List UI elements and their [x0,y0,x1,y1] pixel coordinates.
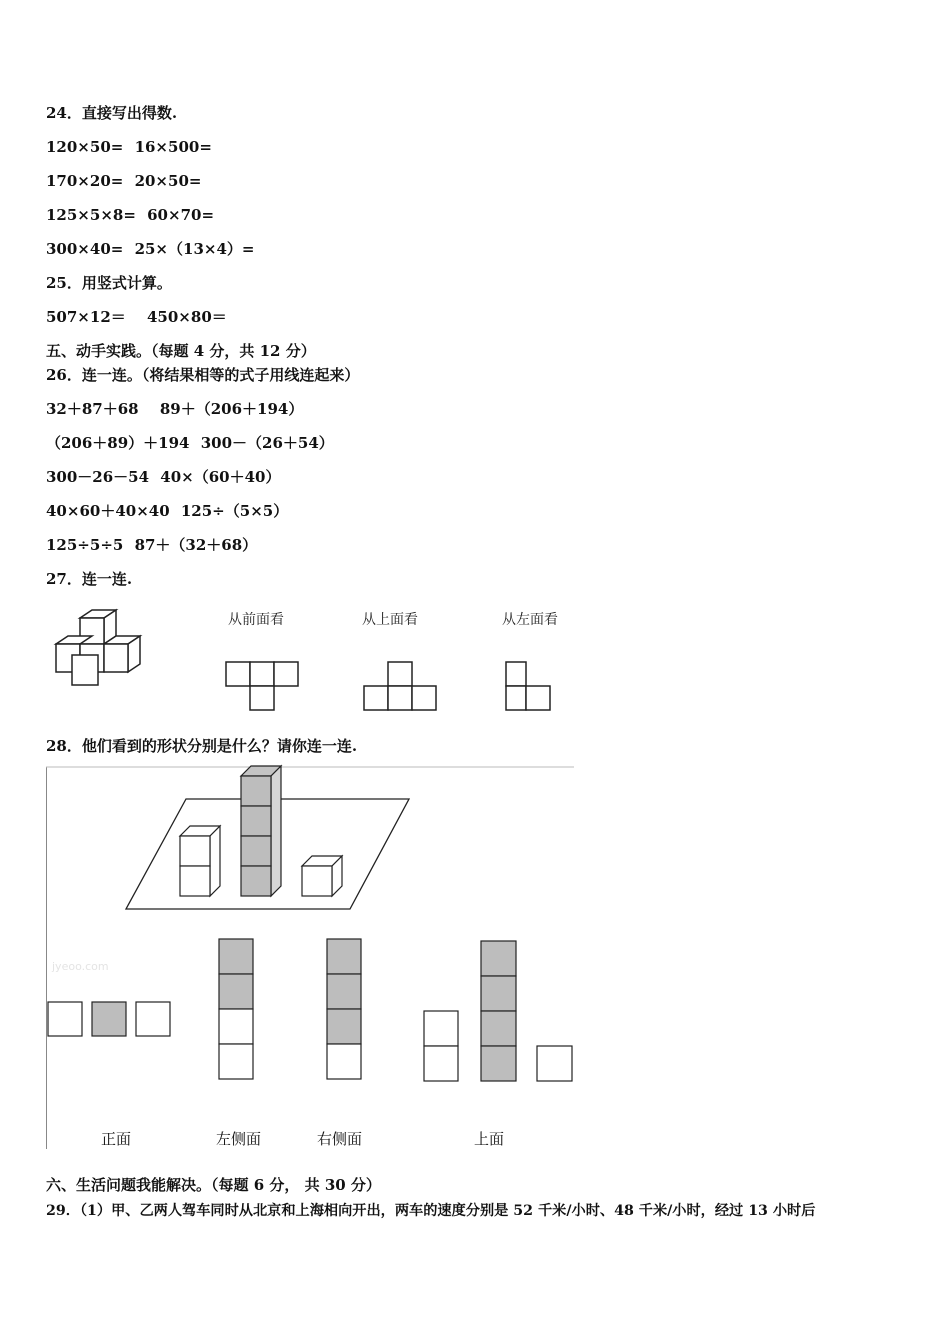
cube-stack-drawing [56,610,140,685]
stack-two-cubes [180,826,220,896]
label-top: 上面 [474,1130,505,1148]
expression: 300－（26＋54） [200,434,334,452]
expression: 300×40= [46,240,124,258]
expression: （206＋89）＋194 [46,434,190,452]
q26-title: 26．连一连。（将结果相等的式子用线连起来） [46,366,360,384]
q29-text: 29．（1）甲、乙两人驾车同时从北京和上海相向开出，两车的速度分别是 52 千米/小时、48 千米/小时，经过 13 小时后 [46,1203,816,1219]
expression: 25×（13×4）= [134,240,255,258]
q25-title: 25．用竖式计算。 [46,274,172,292]
label-left-side: 左侧面 [216,1130,262,1148]
expression: 300－26－54 [46,468,150,486]
stack-four-grey-cubes [241,766,281,896]
q25-row [46,308,227,326]
label-right-side: 右侧面 [317,1130,363,1148]
q26-row-5 [46,536,257,554]
view-label-top: 从上面看 [362,612,418,628]
expression: 87＋（32＋68） [134,536,258,554]
q24-title: 24．直接写出得数. [46,104,178,122]
view-shape-l [506,662,550,710]
q28-figure [46,764,576,1156]
view-label-front: 从前面看 [228,612,284,628]
q24-row-4 [46,240,254,258]
expression: 125×5×8= [46,206,136,224]
option-top-view-arrangement [424,941,572,1081]
expression: 20×50= [134,172,202,190]
watermark: jyeoo.com [52,960,109,973]
q27-title: 27．连一连. [46,570,133,588]
expression: 32＋87＋68 [46,400,139,418]
expression: 16×500= [134,138,212,156]
expression: 40×60＋40×40 [46,502,170,520]
q28-title: 28．他们看到的形状分别是什么？请你连一连. [46,737,358,755]
section-5-heading: 五、动手实践。（每题 4 分，共 12 分） [46,342,316,360]
q27-figure [46,600,576,720]
option-row-of-three [48,1002,170,1036]
expression: 507×12＝ [46,308,126,326]
q24-row-2 [46,172,201,190]
q26-row-1 [46,400,303,418]
option-column-two-grey-two-white [219,939,253,1079]
q26-row-2 [46,434,334,452]
expression: 60×70= [147,206,215,224]
section-6-heading: 六、生活问题我能解决。（每题 6 分， 共 30 分） [46,1176,381,1194]
expression: 125÷（5×5） [180,502,289,520]
option-column-three-grey-one-white [327,939,361,1079]
expression: 450×80＝ [147,308,227,326]
label-front: 正面 [101,1130,132,1148]
q24-row-3 [46,206,214,224]
q26-row-4 [46,502,288,520]
single-cube [302,856,342,896]
expression: 89＋（206＋194） [159,400,304,418]
expression: 40×（60＋40） [160,468,281,486]
view-shape-t [226,662,298,710]
expression: 170×20= [46,172,124,190]
view-shape-inverted-t [364,662,436,710]
view-label-left: 从左面看 [502,612,558,628]
q24-row-1 [46,138,212,156]
expression: 125÷5÷5 [46,536,124,554]
expression: 120×50= [46,138,124,156]
q26-row-3 [46,468,281,486]
